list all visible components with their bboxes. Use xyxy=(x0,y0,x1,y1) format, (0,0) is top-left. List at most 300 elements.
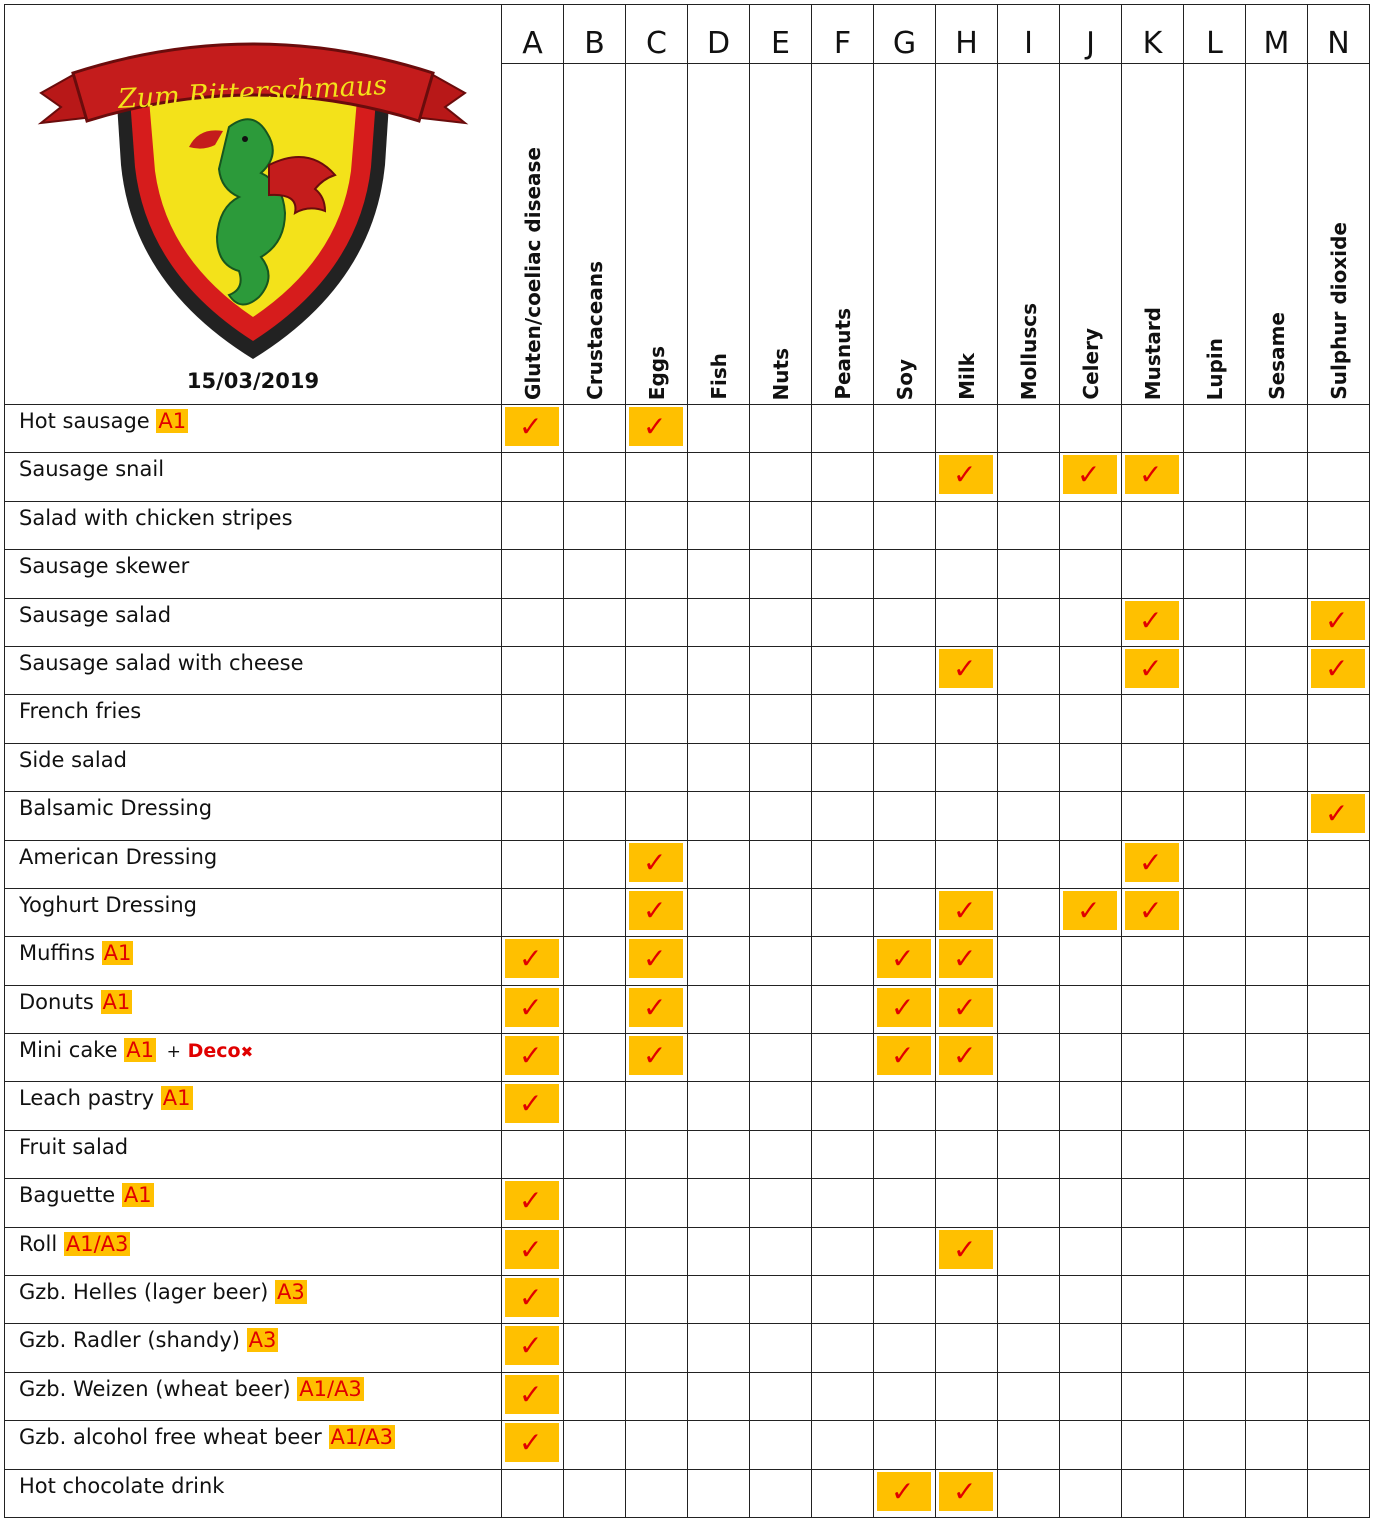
menu-item-name: Hot sausage xyxy=(19,409,150,433)
allergen-cell-m xyxy=(1246,743,1308,791)
allergen-label: Peanuts xyxy=(830,308,855,400)
allergen-cell-a xyxy=(502,1082,564,1130)
allergen-cell-f xyxy=(812,1130,874,1178)
menu-item-cell xyxy=(5,743,502,791)
allergen-cell-l xyxy=(1184,792,1246,840)
allergen-cell-k xyxy=(1122,1276,1184,1324)
allergen-cell-c xyxy=(626,888,688,936)
allergen-cell-m xyxy=(1246,646,1308,694)
checkmark-icon: ✓ xyxy=(505,407,559,446)
allergen-cell-g xyxy=(874,1227,936,1275)
allergen-cell-i xyxy=(998,1276,1060,1324)
additive-code-badge: A1 xyxy=(123,1183,152,1208)
allergen-cell-n xyxy=(1308,501,1370,549)
column-letter-d: D xyxy=(688,5,750,64)
allergen-cell-k xyxy=(1122,792,1184,840)
menu-item-cell xyxy=(5,1179,502,1227)
allergen-cell-c xyxy=(626,985,688,1033)
allergen-cell-m xyxy=(1246,1082,1308,1130)
menu-item-row xyxy=(5,453,1370,501)
column-letter-c: C xyxy=(626,5,688,64)
allergen-cell-c xyxy=(626,695,688,743)
column-allergen-cell xyxy=(564,64,626,405)
menu-item-name: Baguette xyxy=(19,1183,116,1208)
menu-item-cell xyxy=(5,1227,502,1275)
column-letter-g: G xyxy=(874,5,936,64)
allergen-cell-b xyxy=(564,453,626,501)
menu-item-cell xyxy=(5,453,502,501)
allergen-cell-m xyxy=(1246,937,1308,985)
allergen-cell-f xyxy=(812,501,874,549)
menu-item-row xyxy=(5,1324,1370,1372)
additive-code-badge: A1 xyxy=(162,1086,191,1111)
allergen-cell-b xyxy=(564,743,626,791)
allergen-cell-n xyxy=(1308,1276,1370,1324)
allergen-cell-l xyxy=(1184,937,1246,985)
allergen-cell-j xyxy=(1060,1179,1122,1227)
allergen-cell-b xyxy=(564,1082,626,1130)
allergen-cell-f xyxy=(812,453,874,501)
allergen-cell-h xyxy=(936,985,998,1033)
allergen-cell-k xyxy=(1122,1227,1184,1275)
allergen-cell-g xyxy=(874,1082,936,1130)
allergen-cell-d xyxy=(688,646,750,694)
checkmark-icon: ✓ xyxy=(505,1278,559,1317)
checkmark-icon: ✓ xyxy=(877,1036,931,1075)
allergen-cell-j xyxy=(1060,501,1122,549)
allergen-cell-e xyxy=(750,937,812,985)
allergen-cell-j xyxy=(1060,1227,1122,1275)
allergen-cell-e xyxy=(750,1082,812,1130)
allergen-cell-j xyxy=(1060,1034,1122,1082)
allergen-cell-f xyxy=(812,1179,874,1227)
allergen-cell-l xyxy=(1184,1324,1246,1372)
allergen-cell-m xyxy=(1246,405,1308,453)
allergen-cell-k xyxy=(1122,1082,1184,1130)
allergen-cell-a xyxy=(502,695,564,743)
allergen-cell-f xyxy=(812,1082,874,1130)
allergen-cell-g xyxy=(874,1276,936,1324)
column-letter-l: L xyxy=(1184,5,1246,64)
allergen-cell-c xyxy=(626,1130,688,1178)
allergen-cell-i xyxy=(998,1130,1060,1178)
allergen-cell-b xyxy=(564,1130,626,1178)
allergen-cell-i xyxy=(998,792,1060,840)
allergen-cell-a xyxy=(502,792,564,840)
checkmark-icon: ✓ xyxy=(939,649,993,688)
menu-item-name: Mini cake xyxy=(19,1038,118,1063)
allergen-cell-a xyxy=(502,1179,564,1227)
menu-item-cell xyxy=(5,1324,502,1372)
menu-item-row xyxy=(5,1179,1370,1227)
allergen-cell-l xyxy=(1184,985,1246,1033)
allergen-cell-i xyxy=(998,888,1060,936)
additive-code-badge: A1 xyxy=(102,989,131,1014)
checkmark-icon: ✓ xyxy=(1125,843,1179,882)
allergen-label: Mustard xyxy=(1140,306,1165,400)
allergen-cell-c xyxy=(626,646,688,694)
allergen-cell-b xyxy=(564,792,626,840)
checkmark-icon: ✓ xyxy=(1063,891,1117,930)
allergen-cell-e xyxy=(750,501,812,549)
menu-item-cell xyxy=(5,550,502,598)
allergen-cell-m xyxy=(1246,1324,1308,1372)
allergen-cell-d xyxy=(688,1324,750,1372)
checkmark-icon: ✓ xyxy=(1063,455,1117,494)
allergen-cell-l xyxy=(1184,550,1246,598)
menu-item-name: Sausage skewer xyxy=(19,554,190,579)
allergen-cell-h xyxy=(936,405,998,453)
allergen-cell-f xyxy=(812,1034,874,1082)
menu-item-cell xyxy=(5,985,502,1033)
allergen-cell-g xyxy=(874,792,936,840)
allergen-cell-b xyxy=(564,1034,626,1082)
allergen-cell-g xyxy=(874,840,936,888)
allergen-cell-k xyxy=(1122,501,1184,549)
allergen-cell-b xyxy=(564,501,626,549)
allergen-cell-h xyxy=(936,1179,998,1227)
allergen-cell-i xyxy=(998,985,1060,1033)
allergen-cell-d xyxy=(688,937,750,985)
allergen-cell-i xyxy=(998,646,1060,694)
checkmark-icon: ✓ xyxy=(505,1326,559,1365)
plus-sign: + xyxy=(166,1042,181,1063)
allergen-cell-i xyxy=(998,1082,1060,1130)
allergen-cell-k xyxy=(1122,985,1184,1033)
menu-item-row xyxy=(5,888,1370,936)
allergen-cell-b xyxy=(564,405,626,453)
column-letter-a: A xyxy=(502,5,564,64)
allergen-cell-e xyxy=(750,985,812,1033)
allergen-cell-m xyxy=(1246,1276,1308,1324)
menu-item-row xyxy=(5,1469,1370,1517)
allergen-cell-m xyxy=(1246,501,1308,549)
allergen-cell-g xyxy=(874,1469,936,1517)
allergen-cell-g xyxy=(874,1130,936,1178)
allergen-cell-d xyxy=(688,550,750,598)
menu-item-name: Balsamic Dressing xyxy=(19,796,213,821)
allergen-cell-j xyxy=(1060,646,1122,694)
allergen-cell-l xyxy=(1184,1082,1246,1130)
allergen-cell-c xyxy=(626,1227,688,1275)
allergen-cell-d xyxy=(688,1276,750,1324)
allergen-cell-m xyxy=(1246,550,1308,598)
checkmark-icon: ✓ xyxy=(1125,601,1179,640)
allergen-cell-a xyxy=(502,501,564,549)
allergen-cell-h xyxy=(936,792,998,840)
allergen-cell-g xyxy=(874,501,936,549)
allergen-label: Lupin xyxy=(1202,337,1227,400)
allergen-cell-l xyxy=(1184,501,1246,549)
checkmark-icon: ✓ xyxy=(1125,891,1179,930)
allergen-cell-f xyxy=(812,743,874,791)
allergen-cell-d xyxy=(688,1179,750,1227)
allergen-cell-i xyxy=(998,1034,1060,1082)
menu-item-name: Fruit salad xyxy=(19,1134,129,1159)
allergen-cell-g xyxy=(874,937,936,985)
allergen-cell-a xyxy=(502,937,564,985)
allergen-cell-j xyxy=(1060,405,1122,453)
allergen-cell-j xyxy=(1060,598,1122,646)
allergen-cell-n xyxy=(1308,1372,1370,1420)
allergen-cell-l xyxy=(1184,453,1246,501)
menu-item-cell xyxy=(5,1372,502,1420)
allergen-cell-a xyxy=(502,1227,564,1275)
allergen-cell-n xyxy=(1308,743,1370,791)
allergen-cell-j xyxy=(1060,937,1122,985)
allergen-cell-e xyxy=(750,1130,812,1178)
allergen-cell-a xyxy=(502,405,564,453)
allergen-label: Crustaceans xyxy=(582,261,607,400)
menu-item-row xyxy=(5,501,1370,549)
allergen-cell-c xyxy=(626,1179,688,1227)
checkmark-icon: ✓ xyxy=(505,988,559,1027)
allergen-cell-b xyxy=(564,550,626,598)
allergen-cell-e xyxy=(750,1372,812,1420)
allergen-cell-c xyxy=(626,1034,688,1082)
menu-item-cell xyxy=(5,840,502,888)
allergen-cell-h xyxy=(936,1082,998,1130)
allergen-cell-b xyxy=(564,985,626,1033)
allergen-cell-d xyxy=(688,1372,750,1420)
allergen-cell-b xyxy=(564,937,626,985)
allergen-cell-k xyxy=(1122,598,1184,646)
menu-item-cell xyxy=(5,1469,502,1517)
allergen-cell-e xyxy=(750,405,812,453)
allergen-cell-d xyxy=(688,1469,750,1517)
checkmark-icon: ✓ xyxy=(939,1036,993,1075)
checkmark-icon: ✓ xyxy=(629,891,683,930)
menu-item-name: Yoghurt Dressing xyxy=(19,892,197,917)
menu-item-row xyxy=(5,1130,1370,1178)
checkmark-icon: ✓ xyxy=(939,988,993,1027)
menu-item-name: Roll xyxy=(19,1231,58,1256)
allergen-cell-d xyxy=(688,985,750,1033)
allergen-cell-c xyxy=(626,792,688,840)
column-letter-k: K xyxy=(1122,5,1184,64)
checkmark-icon: ✓ xyxy=(939,891,993,930)
allergen-label: Eggs xyxy=(644,345,669,400)
allergen-cell-c xyxy=(626,1324,688,1372)
logo-cell xyxy=(5,5,502,405)
allergen-cell-c xyxy=(626,1276,688,1324)
allergen-cell-g xyxy=(874,405,936,453)
allergen-cell-k xyxy=(1122,405,1184,453)
allergen-cell-c xyxy=(626,743,688,791)
allergen-cell-m xyxy=(1246,888,1308,936)
column-allergen-cell xyxy=(1122,64,1184,405)
allergen-cell-b xyxy=(564,840,626,888)
checkmark-icon: ✓ xyxy=(629,939,683,978)
allergen-cell-n xyxy=(1308,1324,1370,1372)
allergen-cell-d xyxy=(688,792,750,840)
allergen-cell-j xyxy=(1060,550,1122,598)
allergen-cell-a xyxy=(502,888,564,936)
allergen-cell-l xyxy=(1184,1227,1246,1275)
allergen-cell-a xyxy=(502,646,564,694)
allergen-cell-g xyxy=(874,646,936,694)
restaurant-crest-logo xyxy=(33,15,473,365)
allergen-cell-a xyxy=(502,1372,564,1420)
allergen-cell-h xyxy=(936,550,998,598)
menu-item-row xyxy=(5,743,1370,791)
allergen-cell-f xyxy=(812,1469,874,1517)
allergen-cell-c xyxy=(626,550,688,598)
allergen-cell-k xyxy=(1122,550,1184,598)
checkmark-icon: ✓ xyxy=(505,1084,559,1123)
allergen-cell-f xyxy=(812,937,874,985)
allergen-cell-d xyxy=(688,453,750,501)
menu-item-row xyxy=(5,550,1370,598)
menu-item-cell xyxy=(5,792,502,840)
menu-item-row xyxy=(5,646,1370,694)
allergen-cell-e xyxy=(750,1034,812,1082)
allergen-cell-n xyxy=(1308,937,1370,985)
column-allergen-cell xyxy=(626,64,688,405)
allergen-cell-h xyxy=(936,840,998,888)
allergen-cell-e xyxy=(750,550,812,598)
allergen-table xyxy=(4,4,1370,1518)
allergen-cell-f xyxy=(812,840,874,888)
allergen-cell-i xyxy=(998,743,1060,791)
checkmark-icon: ✓ xyxy=(877,988,931,1027)
allergen-cell-k xyxy=(1122,1324,1184,1372)
allergen-cell-d xyxy=(688,598,750,646)
allergen-cell-m xyxy=(1246,792,1308,840)
menu-item-name: Muffins xyxy=(19,941,95,966)
allergen-cell-k xyxy=(1122,937,1184,985)
allergen-cell-n xyxy=(1308,888,1370,936)
allergen-cell-g xyxy=(874,1034,936,1082)
menu-item-name: French fries xyxy=(19,699,142,724)
allergen-cell-n xyxy=(1308,985,1370,1033)
allergen-cell-l xyxy=(1184,598,1246,646)
allergen-cell-h xyxy=(936,598,998,646)
allergen-cell-j xyxy=(1060,1324,1122,1372)
checkmark-icon: ✓ xyxy=(939,1230,993,1269)
allergen-cell-d xyxy=(688,1130,750,1178)
allergen-label: Fish xyxy=(706,353,731,400)
allergen-cell-i xyxy=(998,1227,1060,1275)
allergen-cell-h xyxy=(936,1469,998,1517)
allergen-cell-n xyxy=(1308,646,1370,694)
additive-code-badge: A1 xyxy=(158,409,187,433)
checkmark-icon: ✓ xyxy=(939,455,993,494)
allergen-cell-f xyxy=(812,1227,874,1275)
allergen-cell-l xyxy=(1184,1372,1246,1420)
allergen-cell-d xyxy=(688,695,750,743)
allergen-cell-i xyxy=(998,405,1060,453)
checkmark-icon: ✓ xyxy=(1125,649,1179,688)
allergen-label: Nuts xyxy=(768,347,793,400)
allergen-cell-j xyxy=(1060,1372,1122,1420)
allergen-cell-c xyxy=(626,453,688,501)
allergen-cell-h xyxy=(936,1372,998,1420)
allergen-cell-b xyxy=(564,695,626,743)
allergen-cell-b xyxy=(564,1227,626,1275)
menu-item-name: Sausage salad with cheese xyxy=(19,650,304,675)
allergen-cell-b xyxy=(564,888,626,936)
allergen-label: Sesame xyxy=(1264,312,1289,400)
allergen-cell-n xyxy=(1308,792,1370,840)
additive-code-badge: A1/A3 xyxy=(65,1231,129,1256)
allergen-cell-n xyxy=(1308,840,1370,888)
column-allergen-cell xyxy=(812,64,874,405)
menu-item-cell xyxy=(5,888,502,936)
allergen-cell-d xyxy=(688,840,750,888)
allergen-cell-a xyxy=(502,840,564,888)
allergen-cell-e xyxy=(750,1324,812,1372)
column-letter-e: E xyxy=(750,5,812,64)
allergen-cell-a xyxy=(502,598,564,646)
allergen-cell-e xyxy=(750,792,812,840)
allergen-cell-m xyxy=(1246,840,1308,888)
checkmark-icon: ✓ xyxy=(877,939,931,978)
menu-item-cell xyxy=(5,1276,502,1324)
menu-item-row xyxy=(5,1372,1370,1420)
allergen-cell-e xyxy=(750,888,812,936)
allergen-cell-f xyxy=(812,1324,874,1372)
allergen-cell-b xyxy=(564,1372,626,1420)
allergen-cell-l xyxy=(1184,840,1246,888)
column-letter-f: F xyxy=(812,5,874,64)
menu-item-cell xyxy=(5,1082,502,1130)
menu-item-cell xyxy=(5,501,502,549)
allergen-cell-d xyxy=(688,405,750,453)
allergen-cell-c xyxy=(626,937,688,985)
allergen-cell-c xyxy=(626,501,688,549)
allergen-cell-j xyxy=(1060,1082,1122,1130)
allergen-cell-h xyxy=(936,937,998,985)
allergen-cell-a xyxy=(502,985,564,1033)
allergen-cell-m xyxy=(1246,1034,1308,1082)
additive-code-badge: A3 xyxy=(277,1280,305,1305)
allergen-cell-e xyxy=(750,453,812,501)
menu-item-name: Gzb. Helles (lager beer) xyxy=(19,1280,269,1305)
allergen-label: Celery xyxy=(1078,328,1103,400)
allergen-cell-j xyxy=(1060,985,1122,1033)
allergen-cell-a xyxy=(502,1324,564,1372)
allergen-cell-g xyxy=(874,1372,936,1420)
menu-item-name: Gzb. alcohol free wheat beer xyxy=(19,1425,322,1450)
allergen-cell-b xyxy=(564,1469,626,1517)
allergen-cell-c xyxy=(626,598,688,646)
checkmark-icon: ✓ xyxy=(505,1375,559,1414)
allergen-label: Milk xyxy=(954,353,979,400)
allergen-cell-c xyxy=(626,1082,688,1130)
allergen-cell-g xyxy=(874,1179,936,1227)
allergen-cell-a xyxy=(502,743,564,791)
allergen-cell-j xyxy=(1060,792,1122,840)
allergen-cell-i xyxy=(998,695,1060,743)
allergen-cell-k xyxy=(1122,840,1184,888)
allergen-cell-h xyxy=(936,1324,998,1372)
allergen-cell-i xyxy=(998,1179,1060,1227)
allergen-cell-l xyxy=(1184,743,1246,791)
allergen-cell-f xyxy=(812,646,874,694)
allergen-cell-n xyxy=(1308,1179,1370,1227)
allergen-cell-h xyxy=(936,695,998,743)
allergen-cell-l xyxy=(1184,888,1246,936)
allergen-cell-d xyxy=(688,888,750,936)
allergen-cell-i xyxy=(998,453,1060,501)
allergen-cell-j xyxy=(1060,743,1122,791)
allergen-cell-k xyxy=(1122,646,1184,694)
checkmark-icon: ✓ xyxy=(629,1036,683,1075)
menu-item-name: Gzb. Radler (shandy) xyxy=(19,1328,240,1353)
allergen-cell-l xyxy=(1184,646,1246,694)
allergen-cell-n xyxy=(1308,1469,1370,1517)
